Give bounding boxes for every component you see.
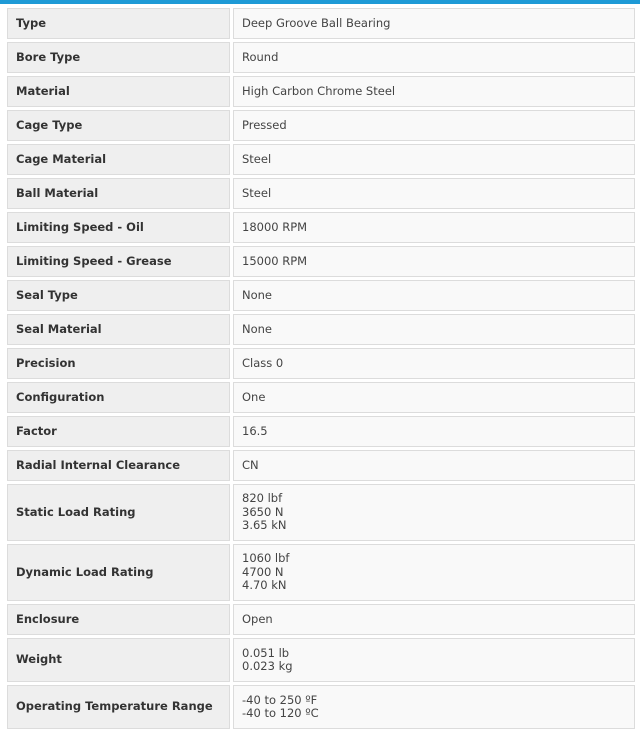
spec-value: Steel [233, 178, 635, 209]
spec-row-type [7, 8, 635, 39]
spec-label: Precision [7, 348, 230, 379]
spec-row-material [7, 76, 635, 107]
spec-label: Cage Material [7, 144, 230, 175]
spec-value: 16.5 [233, 416, 635, 447]
spec-label: Enclosure [7, 604, 230, 635]
spec-row-weight [7, 638, 635, 682]
spec-row-enclosure [7, 604, 635, 635]
spec-value: 15000 RPM [233, 246, 635, 277]
spec-row-ball-material [7, 178, 635, 209]
spec-label: Configuration [7, 382, 230, 413]
spec-value: 0.051 lb 0.023 kg [233, 638, 635, 682]
spec-row-limiting-speed-grease [7, 246, 635, 277]
spec-value: Deep Groove Ball Bearing [233, 8, 635, 39]
spec-row-static-load-rating [7, 484, 635, 541]
spec-row-radial-internal-clearance [7, 450, 635, 481]
spec-label: Seal Type [7, 280, 230, 311]
spec-label: Seal Material [7, 314, 230, 345]
spec-value: Open [233, 604, 635, 635]
spec-value: 1060 lbf 4700 N 4.70 kN [233, 544, 635, 601]
spec-value: None [233, 280, 635, 311]
spec-label: Ball Material [7, 178, 230, 209]
spec-row-cage-material [7, 144, 635, 175]
spec-value: High Carbon Chrome Steel [233, 76, 635, 107]
spec-row-operating-temperature-range [7, 685, 635, 729]
spec-value: One [233, 382, 635, 413]
specifications-table [4, 5, 638, 732]
spec-label: Factor [7, 416, 230, 447]
spec-row-limiting-speed-oil [7, 212, 635, 243]
spec-value: Class 0 [233, 348, 635, 379]
spec-value: Pressed [233, 110, 635, 141]
spec-value: 18000 RPM [233, 212, 635, 243]
spec-label: Cage Type [7, 110, 230, 141]
spec-label: Limiting Speed - Grease [7, 246, 230, 277]
spec-value: None [233, 314, 635, 345]
spec-row-dynamic-load-rating [7, 544, 635, 601]
spec-value: -40 to 250 ºF -40 to 120 ºC [233, 685, 635, 729]
spec-label: Limiting Speed - Oil [7, 212, 230, 243]
spec-value: Round [233, 42, 635, 73]
spec-row-factor [7, 416, 635, 447]
spec-row-precision [7, 348, 635, 379]
spec-row-cage-type [7, 110, 635, 141]
spec-value: 820 lbf 3650 N 3.65 kN [233, 484, 635, 541]
spec-label: Static Load Rating [7, 484, 230, 541]
spec-label: Bore Type [7, 42, 230, 73]
spec-label: Weight [7, 638, 230, 682]
top-accent-bar [0, 0, 640, 4]
spec-value: Steel [233, 144, 635, 175]
spec-label: Operating Temperature Range [7, 685, 230, 729]
spec-value: CN [233, 450, 635, 481]
spec-label: Material [7, 76, 230, 107]
spec-row-seal-type [7, 280, 635, 311]
spec-label: Dynamic Load Rating [7, 544, 230, 601]
spec-label: Radial Internal Clearance [7, 450, 230, 481]
spec-row-configuration [7, 382, 635, 413]
spec-row-bore-type [7, 42, 635, 73]
spec-row-seal-material [7, 314, 635, 345]
spec-label: Type [7, 8, 230, 39]
